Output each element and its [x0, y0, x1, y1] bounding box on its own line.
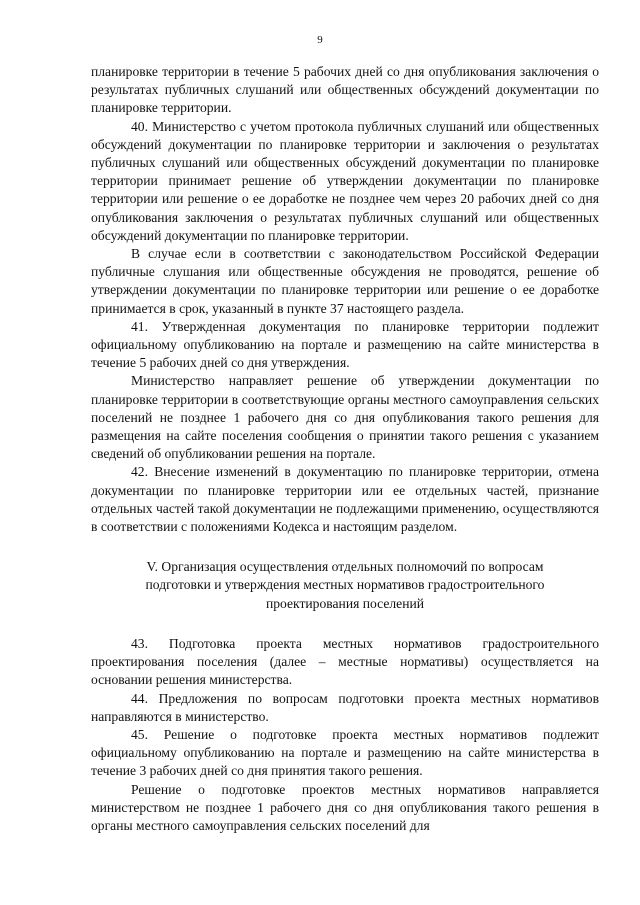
page-number: 9	[317, 34, 323, 46]
paragraph: Решение о подготовке проектов местных нормативов направляется министерством не позднее 1 рабочего дня со дня опубликования такого решения в органы местного самоуправления сельских поселений для	[91, 781, 599, 833]
paragraph-continuation: планировке территории в течение 5 рабочих дней со дня опубликования заключения о результатах публичных слушаний или общественных обсуждений документации по планировке территории.	[91, 64, 599, 116]
section-heading	[91, 558, 599, 613]
paragraph-item-40: 40. Министерство с учетом протокола публичных слушаний или общественных обсуждений документации по планировке территории и заключения о результатах публичных слушаний или общественных обсуждений документации по планировке территории принимает решение об утверждении документации по планировке территории или решение о ее доработке не позднее чем через 20 рабочих дней со дня опубликования заключения о результатах публичных слушаний или общественных обсуждений документации по планировке территории.	[91, 118, 599, 243]
document-body	[91, 63, 599, 835]
section-heading-line: V. Организация осуществления отдельных полномочий по вопросам	[146, 559, 544, 575]
paragraph: Министерство направляет решение об утверждении документации по планировке территории в соответствующие органы местного самоуправления сельских поселений не позднее 1 рабочего дня со дня опубликования такого решения для размещения на сайте поселения сообщения о принятии такого решения с указанием сведений об опубликовании решения на портале.	[91, 373, 599, 462]
paragraph-item-41: 41. Утвержденная документация по планировке территории подлежит официальному опубликованию на портале и размещению на сайте министерства в течение 5 рабочих дней со дня утверждения.	[91, 318, 599, 371]
paragraph-item-45: 45. Решение о подготовке проекта местных нормативов подлежит официальному опубликованию на портале и размещению на сайте министерства в течение 3 рабочих дней со дня принятия такого решения.	[91, 726, 599, 779]
paragraph: В случае если в соответствии с законодательством Российской Федерации публичные слушания или общественные обсуждения не проводятся, решение об утверждении документации по планировке территории или решение о ее доработке принимается в срок, указанный в пункте 37 настоящего раздела.	[91, 246, 599, 316]
paragraph-item-43: 43. Подготовка проекта местных нормативов градостроительного проектирования поселения (далее – местные нормативы) осуществляется на основании решения министерства.	[91, 635, 599, 688]
section-heading-line: подготовки и утверждения местных нормативов градостроительного	[145, 577, 545, 593]
section-heading-line: проектирования поселений	[265, 595, 425, 611]
paragraph-item-44: 44. Предложения по вопросам подготовки проекта местных нормативов направляются в министерство.	[91, 690, 599, 724]
paragraph-item-42: 42. Внесение изменений в документацию по планировке территории, отмена документации по планировке территории или ее отдельных частей, признание отдельных частей такой документации не подлежащими применению, осуществляются в соответствии с положениями Кодекса и настоящим разделом.	[91, 464, 599, 535]
